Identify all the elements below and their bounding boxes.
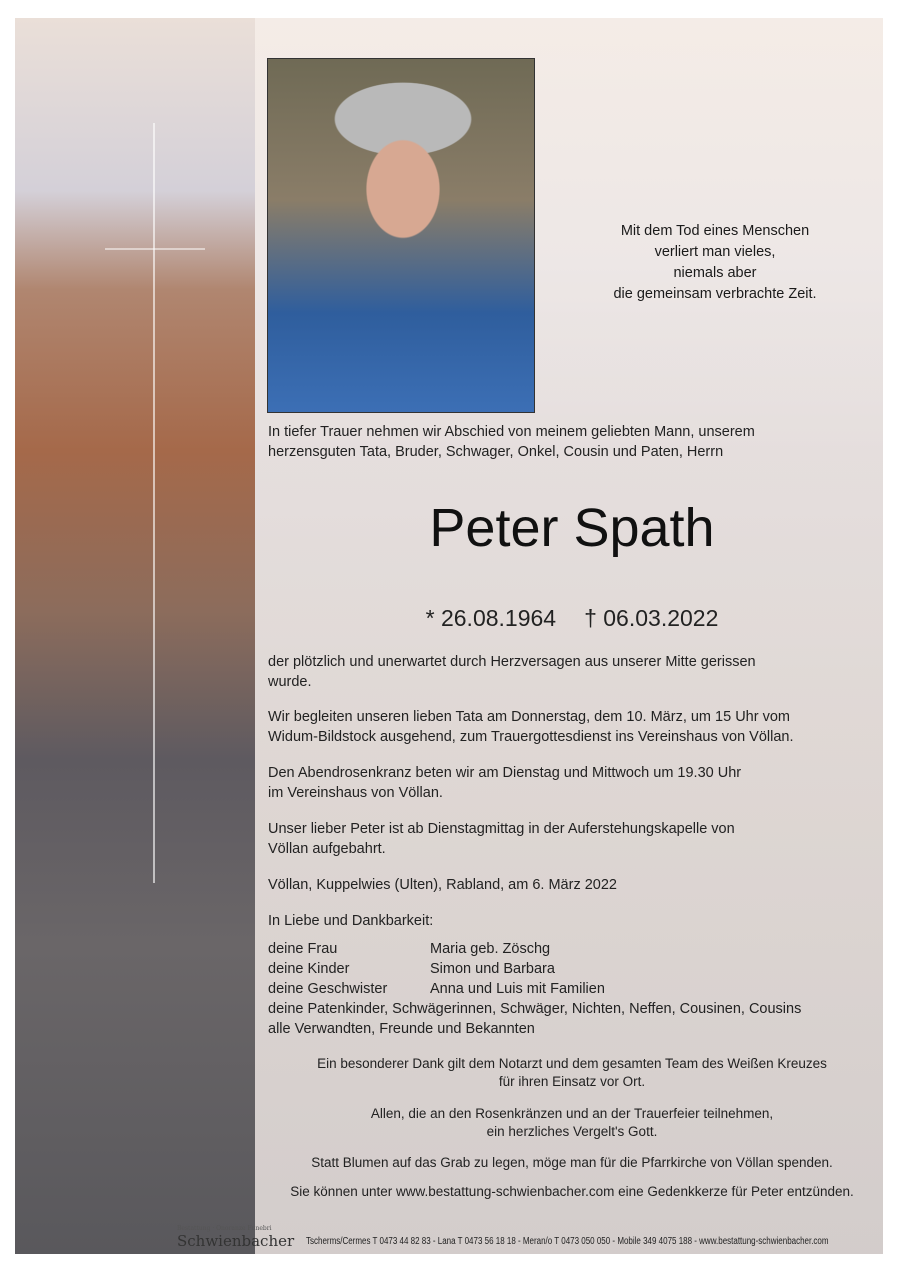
flowers-note: Statt Blumen auf das Grab zu legen, möge man für die Pfarrkirche von Völlan spenden. <box>311 1155 833 1170</box>
relatives <box>268 939 876 1039</box>
text-line: Völlan aufgebahrt. <box>268 841 386 857</box>
logo-subtitle: Bestattung · Onoranze Funebri <box>177 1225 272 1232</box>
relative-names: Maria geb. Zöschg <box>430 941 551 957</box>
footer <box>177 1225 877 1250</box>
birth-date: * 26.08.1964 <box>425 605 557 631</box>
text-line: Den Abendrosenkranz beten wir am Dienstag und Mittwoch um 19.30 Uhr <box>268 765 742 781</box>
rosary-info <box>268 763 876 803</box>
text-line: ein herzliches Vergelt's Gott. <box>486 1124 658 1139</box>
place-date: Völlan, Kuppelwies (Ulten), Rabland, am 6. März 2022 <box>268 877 617 893</box>
text-line: Allen, die an den Rosenkränzen und an der Trauerfeier teilnehmen, <box>370 1106 774 1121</box>
text-line: In tiefer Trauer nehmen wir Abschied von meinem geliebten Mann, unserem <box>268 424 755 440</box>
relation: deine Geschwister <box>268 981 388 997</box>
relation: deine Kinder <box>268 961 350 977</box>
text-line: Widum-Bildstock ausgehend, zum Trauergottesdienst ins Vereinshaus von Völlan. <box>268 729 794 745</box>
relative-row <box>268 939 876 959</box>
life-dates <box>268 604 876 632</box>
text-line: Wir begleiten unseren lieben Tata am Donnerstag, dem 10. März, um 15 Uhr vom <box>268 709 790 725</box>
text-line: für ihren Einsatz vor Ort. <box>498 1074 646 1089</box>
notice-text-column <box>268 422 876 1201</box>
in-love: In Liebe und Dankbarkeit: <box>268 913 434 929</box>
text-line: herzensguten Tata, Bruder, Schwager, Onkel, Cousin und Paten, Herrn <box>268 444 724 460</box>
quote-line: die gemeinsam verbrachte Zeit. <box>613 286 817 302</box>
memorial-quote <box>555 221 875 305</box>
text-line: Ein besonderer Dank gilt dem Notarzt und dem gesamten Team des Weißen Kreuzes <box>317 1056 827 1071</box>
thanks-red-cross <box>268 1055 876 1091</box>
relative-names: Anna und Luis mit Familien <box>430 981 605 997</box>
cause <box>268 652 876 692</box>
cross-icon <box>153 123 155 883</box>
quote-line: niemals aber <box>673 265 757 281</box>
portrait-photo <box>267 58 535 413</box>
relative-names: Simon und Barbara <box>430 961 555 977</box>
death-notice <box>15 18 883 1254</box>
relative-row <box>268 979 876 999</box>
funeral-info <box>268 707 876 747</box>
text-line: im Vereinshaus von Völlan. <box>268 785 443 801</box>
text-line: alle Verwandten, Freunde und Bekannten <box>268 1021 535 1037</box>
candle-note: Sie können unter www.bestattung-schwienbacher.com eine Gedenkkerze für Peter entzünden. <box>290 1184 854 1199</box>
deceased-name: Peter Spath <box>429 498 715 558</box>
funeral-home-logo <box>177 1225 294 1250</box>
relation: deine Frau <box>268 941 338 957</box>
contact-info: Tscherms/Cermes T 0473 44 82 83 - Lana T 0473 56 18 18 - Meran/o T 0473 050 050 - Mobile 349 4075 188 - www.bestattung-schwienbacher.com <box>306 1236 829 1247</box>
quote-line: Mit dem Tod eines Menschen <box>620 223 810 239</box>
text-line: wurde. <box>268 674 312 690</box>
relative-row <box>268 959 876 979</box>
text-line: der plötzlich und unerwartet durch Herzversagen aus unserer Mitte gerissen <box>268 654 756 670</box>
logo-name: Schwienbacher <box>177 1232 295 1250</box>
death-date: † 06.03.2022 <box>584 605 719 631</box>
cross-bar <box>105 248 205 250</box>
text-line: deine Patenkinder, Schwägerinnen, Schwäger, Nichten, Neffen, Cousinen, Cousins <box>268 1001 802 1017</box>
text-line: Unser lieber Peter ist ab Dienstagmittag in der Auferstehungskapelle von <box>268 821 735 837</box>
laid-out-info <box>268 819 876 859</box>
thanks-attendees <box>268 1105 876 1141</box>
quote-line: verliert man vieles, <box>654 244 776 260</box>
mountain-background <box>15 18 255 1254</box>
intro <box>268 422 876 462</box>
